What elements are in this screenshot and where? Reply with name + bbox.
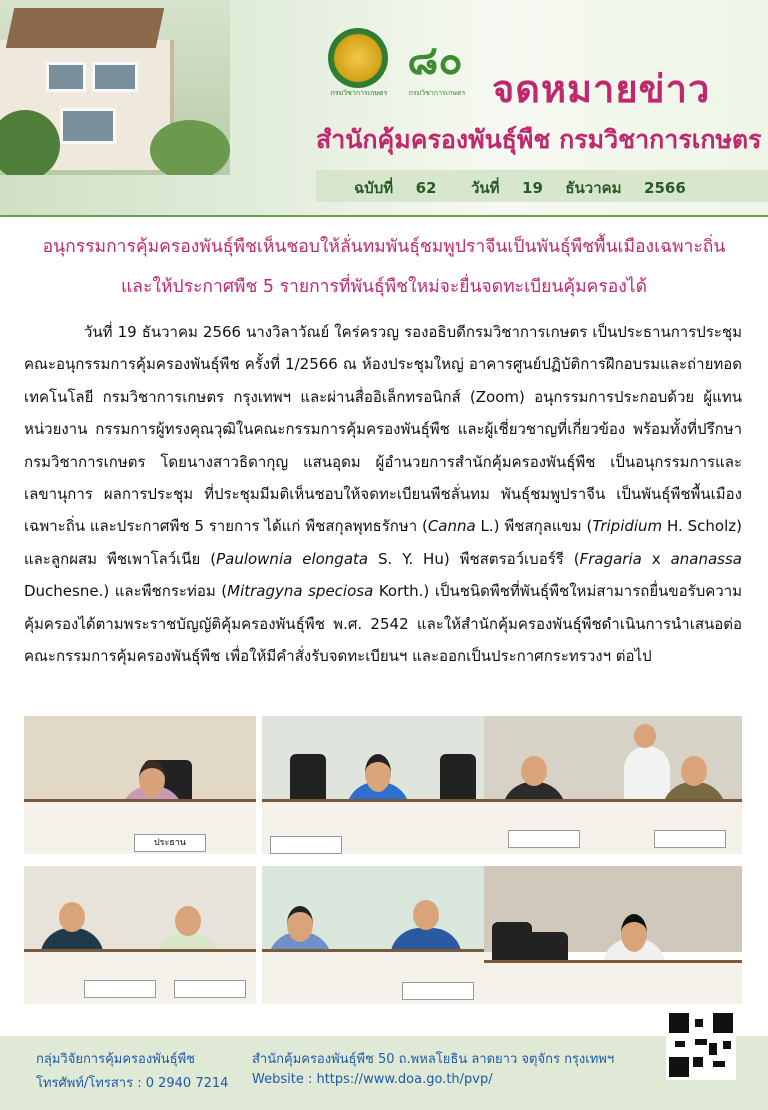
meeting-photo-1	[24, 716, 256, 854]
scientific-name-mitragyna: Mitragyna speciosa	[227, 582, 374, 601]
issue-day: 19	[522, 179, 543, 197]
meeting-photo-2	[262, 716, 494, 854]
scientific-name-fragaria: Fragaria	[579, 549, 642, 568]
nameplate-4b	[174, 980, 246, 998]
issue-year: 2566	[644, 179, 686, 197]
footer-address: สำนักคุ้มครองพันธุ์พืช 50 ถ.พหลโยธิน ลาดยาว จตุจักร กรุงเทพฯ	[252, 1052, 615, 1067]
doa-logo	[328, 28, 388, 88]
meeting-photo-5	[262, 866, 494, 1004]
nameplate-2	[270, 836, 342, 854]
article-text-2: L.) พืชสกุลแขม (	[475, 517, 593, 536]
organization-title: สำนักคุ้มครองพันธุ์พืช กรมวิชาการเกษตร	[316, 125, 762, 154]
issue-info	[354, 176, 686, 200]
building-photo	[0, 0, 230, 175]
nameplate-5	[402, 982, 474, 1000]
header-divider	[0, 215, 768, 217]
scientific-name-canna: Canna	[427, 517, 476, 536]
chairperson-nameplate: ประธาน	[134, 834, 206, 852]
footer-group: กลุ่มวิจัยการคุ้มครองพันธุ์พืช	[36, 1052, 195, 1067]
footer-website[interactable]: Website : https://www.doa.go.th/pvp/	[252, 1072, 493, 1087]
day-label: วันที่	[470, 179, 500, 197]
nameplate-3b	[654, 830, 726, 848]
issue-number: 62	[415, 179, 437, 197]
issue-month: ธันวาคม	[565, 179, 622, 197]
anniversary-logo: ๘๐	[407, 38, 463, 84]
article-text-1: วันที่ 19 ธันวาคม 2566 นางวิลาวัณย์ ใคร่ครวญ รองอธิบดีกรมวิชาการเกษตร เป็นประธานการประชุมคณะอนุกรรมการคุ้มครองพันธุ์พืช ครั้งที่ 1/2566 ณ ห้องประชุมใหญ่ อาคารศูนย์ปฏิบัติการฝึกอบรมและถ่ายทอดเทคโนโลยี กรมวิชาการเกษตร กรุงเทพฯ และผ่านสื่ออิเล็กทรอนิกส์ (Zoom) อนุกรรมการประกอบด้วย ผู้แทนหน่วยงาน กรรมการผู้ทรงคุณวุฒิในคณะกรรมการคุ้มครองพันธุ์พืช และผู้เชี่ยวชาญที่เกี่ยวข้อง พร้อมทั้งที่ปรึกษากรมวิชาการเกษตร โดยนางสาวธิดากุญ แสนอุดม ผู้อำนวยการสำนักคุ้มครองพันธุ์พืช เป็นอนุกรรมการและเลขานุการ ผลการประชุม ที่ประชุมมีมติเห็นชอบให้จดทะเบียนพืชลั่นทม พันธุ์ชมพูปราจีน เป็นพันธุ์พืชพื้นเมืองเฉพาะถิ่น และประกาศพืช 5 รายการ ได้แก่ พืชสกุลพุทธรักษา (	[24, 323, 742, 536]
meeting-photo-6	[484, 866, 742, 1004]
anniversary-logo-caption: กรมวิชาการเกษตร	[408, 89, 466, 97]
qr-code-icon	[666, 1010, 736, 1080]
header-banner	[0, 0, 768, 216]
meeting-photo-4	[24, 866, 256, 1004]
article-text-5: x	[641, 549, 671, 568]
scientific-name-ananassa: ananassa	[670, 549, 742, 568]
meeting-photo-3	[484, 716, 742, 854]
doa-logo-caption: กรมวิชาการเกษตร	[330, 89, 388, 97]
article-text-7: Korth.) เป็นชนิดพืชที่พันธุ์พืชใหม่สามารถยื่นขอรับความคุ้มครองได้ตามพระราชบัญญัติคุ้มครองพันธุ์พืช พ.ศ. 2542 และให้สำนักคุ้มครองพันธุ์พืชดำเนินการนำเสนอต่อคณะกรรมการคุ้มครองพันธุ์พืช เพื่อให้มีคำสั่งรับจดทะเบียนฯ และออกเป็นประกาศกระทรวงฯ ต่อไป	[24, 582, 743, 666]
nameplate-4a	[84, 980, 156, 998]
article-text-6: Duchesne.) และพืชกระท่อม (	[24, 582, 228, 601]
article-text-4: S. Y. Hu) พืชสตรอว์เบอร์รี (	[368, 549, 580, 568]
scientific-name-paulownia: Paulownia elongata	[216, 549, 369, 568]
article-body	[24, 316, 742, 672]
headline-line-2: และให้ประกาศพืช 5 รายการที่พันธุ์พืชใหม่จะยื่นจดทะเบียนคุ้มครองได้	[121, 277, 647, 297]
headline-line-1: อนุกรรมการคุ้มครองพันธุ์พืชเห็นชอบให้ลั่นทมพันธุ์ชมพูปราจีนเป็นพันธุ์พืชพื้นเมืองเฉพาะถิ่น	[42, 237, 726, 257]
nameplate-3a	[508, 830, 580, 848]
scientific-name-tripidium: Tripidium	[592, 517, 663, 536]
article-text-3: H. Scholz) และลูกผสม พืชเพาโลว์เนีย (	[24, 517, 742, 568]
newsletter-title: จดหมายข่าว	[492, 67, 711, 111]
footer-phone: โทรศัพท์/โทรสาร : 0 2940 7214	[36, 1076, 229, 1091]
issue-label: ฉบับที่	[354, 179, 394, 197]
